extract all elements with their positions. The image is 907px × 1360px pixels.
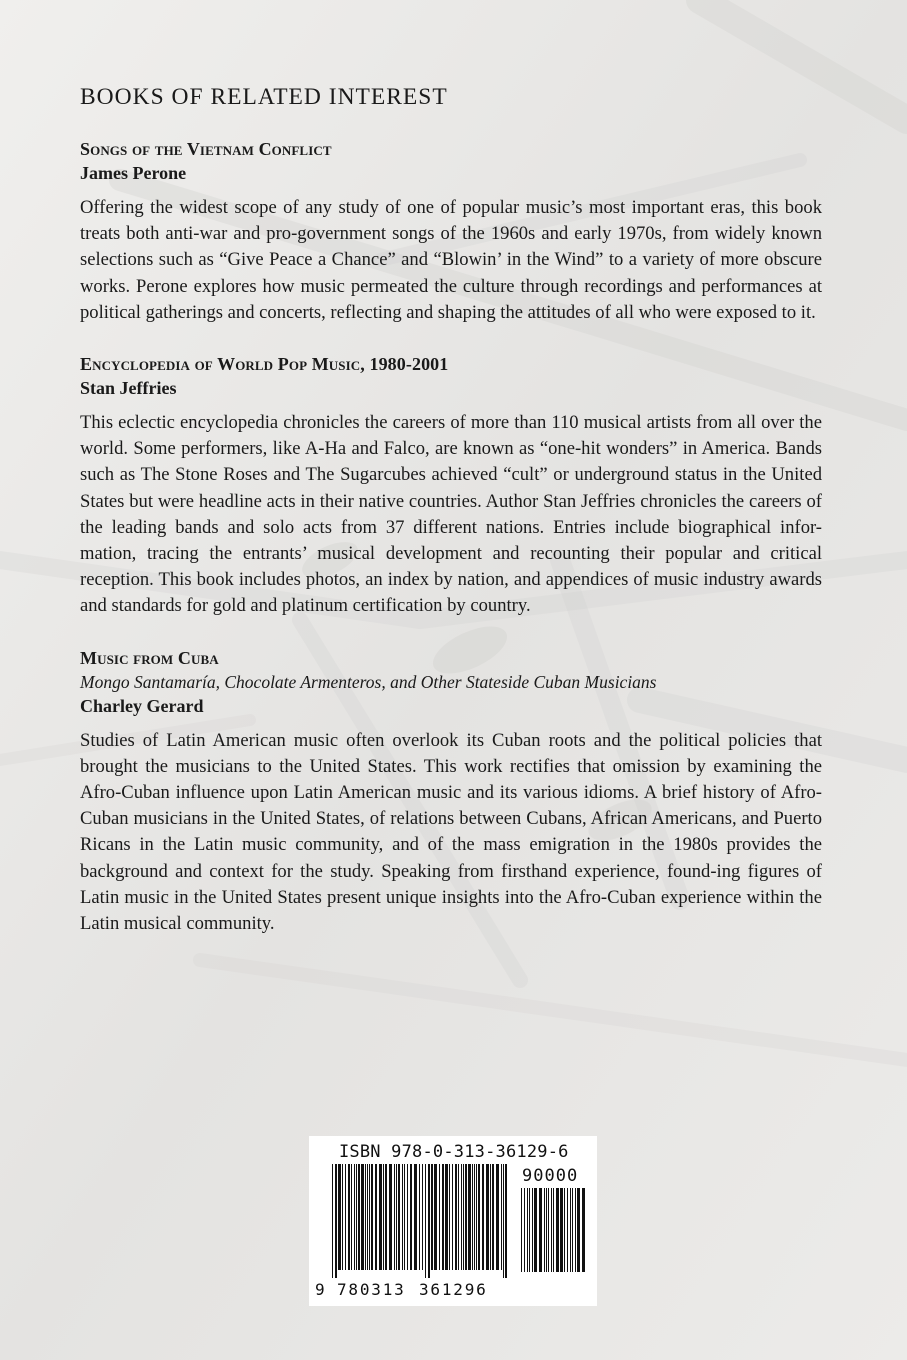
barcode-bar [567, 1188, 568, 1272]
book-author: Charley Gerard [80, 695, 204, 716]
barcode-bar [455, 1164, 457, 1270]
barcode-bar [375, 1164, 377, 1270]
barcode-bar [365, 1164, 366, 1270]
barcode-bar [369, 1164, 370, 1270]
barcode-bar [414, 1164, 417, 1270]
book-entry [80, 137, 822, 326]
barcode-bar [367, 1164, 368, 1270]
barcode-bar [524, 1188, 525, 1272]
ean-right-digits: 361296 [419, 1280, 488, 1299]
barcode-bar [486, 1164, 489, 1270]
barcode-bar [465, 1164, 467, 1270]
barcode-bar [539, 1188, 542, 1272]
barcode-bar [474, 1164, 475, 1270]
barcode-bar [394, 1164, 395, 1270]
book-title: Music from Cuba [80, 647, 219, 668]
book-description: Studies of Latin American music often overlook its Cuban roots and the political policies that brought the musicians to the United States. This work rectifies that omission by examining the Afro-Cuban influence upon Latin American music and its various idioms. A brief history of Afro-Cuban musicians in the United States, of relations between Cubans, African Americans, and Puerto Ricans in the Latin music community, and of the mass emigration in the 1980s provides the background and context for the study. Speaking from firsthand experience, found-ing figures of Latin music in the United States present unique insights into the Afro-Cuban experience within the Latin musical community. [80, 729, 822, 935]
barcode-bar [338, 1164, 341, 1270]
barcode-bar [553, 1188, 554, 1272]
barcode-bar [407, 1164, 408, 1270]
barcode-bar [335, 1164, 337, 1278]
barcode-bar [419, 1164, 420, 1270]
barcode-bar [492, 1164, 494, 1270]
book-description: Offering the widest scope of any study of one of popular music’s most important eras, this book treats both anti-war and pro-government songs of the 1960s and early 1970s, from widely known selections such as “Give Peace a Chance” and “Blowin’ in the Wind” to a variety of more obscure works. Perone explores how music permeated the culture through recordings and performances at political gatherings and concerts, reflecting and shaping the attitudes of all who were exposed to it. [80, 197, 822, 323]
barcode-bar [452, 1164, 453, 1270]
barcode-bar [556, 1188, 559, 1272]
book-title: Encyclopedia of World Pop Music, 1980-2001 [80, 354, 449, 375]
barcode-bar [501, 1164, 502, 1270]
barcode-bar [351, 1164, 352, 1270]
barcode-bar [434, 1164, 437, 1270]
book-entry [80, 352, 822, 620]
barcode-bar [472, 1164, 473, 1270]
barcode-bar [425, 1164, 426, 1278]
barcode-bar [449, 1164, 450, 1270]
barcode-bar [482, 1164, 484, 1270]
barcode-bar [398, 1164, 400, 1270]
barcode-bar [396, 1164, 397, 1270]
barcode-bar [402, 1164, 403, 1270]
barcode-bar [431, 1164, 433, 1270]
barcode-bar [445, 1164, 448, 1270]
barcode-bar [356, 1164, 357, 1270]
price-code: 90000 [522, 1166, 579, 1186]
book-subtitle: Mongo Santamaría, Chocolate Armenteros, and Other Stateside Cuban Musicians [80, 671, 657, 692]
barcode-bar [527, 1188, 528, 1272]
barcode-bar [442, 1164, 444, 1270]
barcode-bar [532, 1188, 533, 1272]
barcode-bar [570, 1188, 571, 1272]
barcode-bar [461, 1164, 462, 1270]
book-entry [80, 646, 822, 938]
barcode-bar [463, 1164, 464, 1270]
ean-prefix-digit: 9 [315, 1280, 325, 1299]
book-title: Songs of the Vietnam Conflict [80, 139, 332, 159]
book-description: This eclectic encyclopedia chronicles the careers of more than 110 musical artists from all over the world. Some performers, like A-Ha and Falco, are known as “one-hit wonders” in America. Bands such as The Stone Roses and The Sugarcubes achieved “cult” or underground status in the United States but were headline acts in their native countries. Author Stan Jeffries chronicles the careers of the leading bands and solo acts from 37 different nations. Entries include biographical infor-mation, tracing the entrants’ musical development and recounting their popular and critical reception. This book includes photos, an index by nation, and appendices of music industry awards and standards for gold and platinum certification by country. [80, 412, 822, 617]
book-author: James Perone [80, 163, 187, 183]
barcode-bar [332, 1164, 333, 1278]
price-code-bars [519, 1188, 589, 1276]
barcode-bar [439, 1164, 440, 1270]
isbn-barcode [309, 1136, 597, 1306]
barcode-bar [476, 1164, 477, 1270]
barcode-bar [546, 1188, 547, 1272]
ean-left-digits: 780313 [337, 1280, 406, 1299]
barcode-bar [348, 1164, 350, 1270]
barcode-bar [490, 1164, 491, 1270]
barcode-bar [496, 1164, 499, 1270]
barcode-bar [544, 1188, 545, 1272]
barcode-bar [428, 1164, 430, 1278]
barcode-bar [371, 1164, 373, 1270]
barcode-bar [548, 1188, 549, 1272]
barcode-bar [577, 1188, 580, 1272]
barcode-bar [361, 1164, 364, 1270]
barcode-bar [529, 1188, 530, 1272]
barcode-bar [345, 1164, 346, 1270]
barcode-bar [582, 1188, 585, 1272]
book-author: Stan Jeffries [80, 378, 177, 399]
barcode-bar [551, 1188, 552, 1272]
barcode-bar [385, 1164, 387, 1270]
barcode-bar [468, 1164, 471, 1270]
barcode-bar [389, 1164, 392, 1270]
barcode-bar [478, 1164, 480, 1270]
barcode-bar [422, 1164, 423, 1270]
barcode-bar [505, 1164, 507, 1278]
barcode-bar [354, 1164, 355, 1270]
barcode-bar [564, 1188, 565, 1272]
isbn-number: ISBN 978-0-313-36129-6 [339, 1142, 569, 1162]
barcode-bars [330, 1164, 510, 1280]
barcode-bar [410, 1164, 412, 1270]
barcode-bar [342, 1164, 343, 1270]
barcode-bar [534, 1188, 537, 1272]
barcode-bar [521, 1188, 522, 1272]
barcode-bar [575, 1188, 576, 1272]
barcode-bar [358, 1164, 360, 1270]
barcode-bar [503, 1164, 504, 1278]
main-content [80, 84, 822, 963]
barcode-bar [572, 1188, 573, 1272]
barcode-bar [458, 1164, 459, 1270]
page-heading: BOOKS OF RELATED INTEREST [80, 84, 448, 110]
barcode-bar [404, 1164, 405, 1270]
barcode-bar [383, 1164, 384, 1270]
barcode-bar [560, 1188, 563, 1272]
barcode-bar [379, 1164, 382, 1270]
